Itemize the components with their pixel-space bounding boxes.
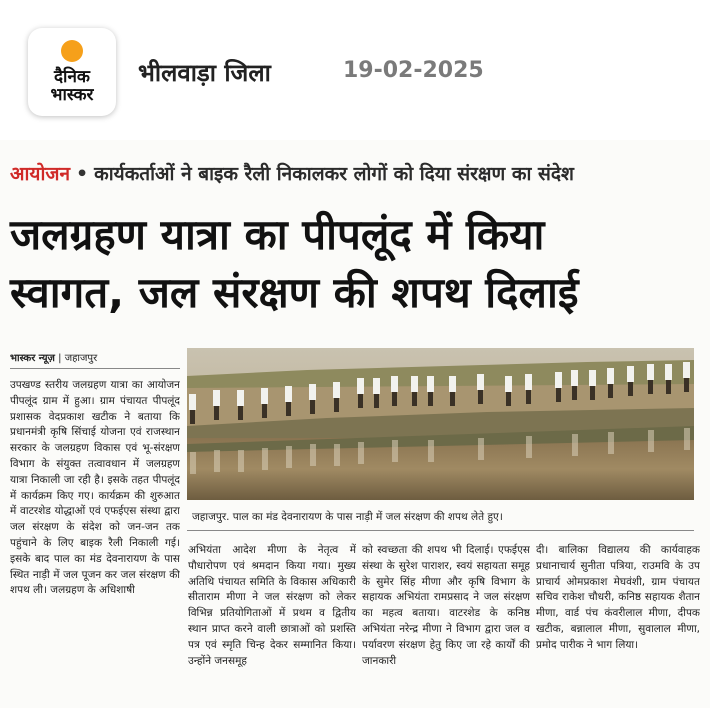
byline-divider: | [58,353,62,364]
kicker-bullet: • [76,163,89,185]
byline-source: भास्कर न्यूज़ [10,353,55,364]
article-column-3: को स्वच्छता की शपथ भी दिलाई। एफईएस संस्था के सुरेश पाराशर, स्वयं सहायता समूह के सुमेर सिंह मीणा और कृषि विभाग के सहायक अभियंता रामप्रसाद ने जल संरक्षण का महत्व बताया। वाटरशेड के कनिष्ठ अभियंता नरेन्द्र मीणा ने विभाग द्वारा जल व पर्यावरण संरक्षण हेतु किए जा रहे कार्यों की जानकारी [362,544,530,667]
photo-people-by-pond [187,348,694,500]
article-column-1: उपखण्ड स्तरीय जलग्रहण यात्रा का आयोजन पीपलूंद ग्राम में हुआ। ग्राम पंचायत पीपलूंद प्रशासक वेदप्रकाश खटीक ने बताया कि प्रधानमंत्री कृषि सिंचाई योजना एवं राजस्थान सरकार के जलग्रहण विकास एवं भू-संरक्षण विभाग के संयुक्त तत्वावधान में जलग्रहण यात्रा निकाली जा रही है। इसके तहत पीपलूंद में कार्यक्रम किए गए। कार्यक्रम की शुरुआत में वाटरशेड योद्धाओं एवं एफईएस संस्था द्वारा जल संरक्षण के संदेश को जन-जन तक पहुंचाने के लिए बाइक रैली निकाली गई। इसके बाद पाल का मंड देवनारायण के पास स्थित नाड़ी में जल पूजन कर जल संरक्षण की शपथ ली। जलग्रहण के अधिशाषी [10,379,180,597]
caption-rule [187,530,694,531]
logo-line-1: दैनिक [54,67,90,87]
masthead [0,0,710,140]
byline-rule [10,368,180,369]
headline-line-1: जलग्रहण यात्रा का पीपलूंद में किया [10,210,545,259]
article-column-4: दी। बालिका विद्यालय की कार्यवाहक प्रधानाचार्य सुनीता पत्रिया, राउमवि के उप प्राचार्य ओमप्रकाश मेघवंशी, ग्राम पंचायत सचिव राकेश चौधरी, कनिष्ठ सहायक शैतान मीणा, वार्ड पंच कंवरीलाल मीणा, दीपक खटीक, बन्नालाल मीणा, सुवालाल मीणा, प्रमोद पारीक ने भाग लिया। [536,544,700,651]
logo-line-2: भास्कर [50,85,94,105]
kicker [10,160,574,186]
dainik-bhaskar-logo [28,28,116,116]
logo-sun-icon [61,40,83,62]
byline-place: जहाजपुर [64,353,98,364]
kicker-text: कार्यकर्ताओं ने बाइक रैली निकालकर लोगों को दिया संरक्षण का संदेश [94,163,574,185]
photo-caption: जहाजपुर. पाल का मंड देवनारायण के पास नाड़ी में जल संरक्षण की शपथ लेते हुए। [192,511,503,523]
district-name: भीलवाड़ा जिला [138,59,271,87]
news-photo [187,348,694,500]
article-column-2: अभियंता आदेश मीणा के नेतृत्व में पौधारोपण एवं श्रमदान किया गया। मुख्य अतिथि पंचायत समिति के विकास अधिकारी सीताराम मीणा ने जल संरक्षण को लेकर विभिन्न प्रतियोगिताओं में प्रथम व द्वितीय स्थान प्राप्त करने वाली छात्राओं को प्रशस्ति पत्र एवं स्मृति चिन्ह देकर सम्मानित किया। उन्होंने जनसमूह [188,544,356,667]
byline [10,350,97,364]
kicker-tag: आयोजन [10,163,71,185]
headline-line-2: स्वागत, जल संरक्षण की शपथ दिलाई [10,268,579,317]
edition-date: 19-02-2025 [343,58,484,83]
